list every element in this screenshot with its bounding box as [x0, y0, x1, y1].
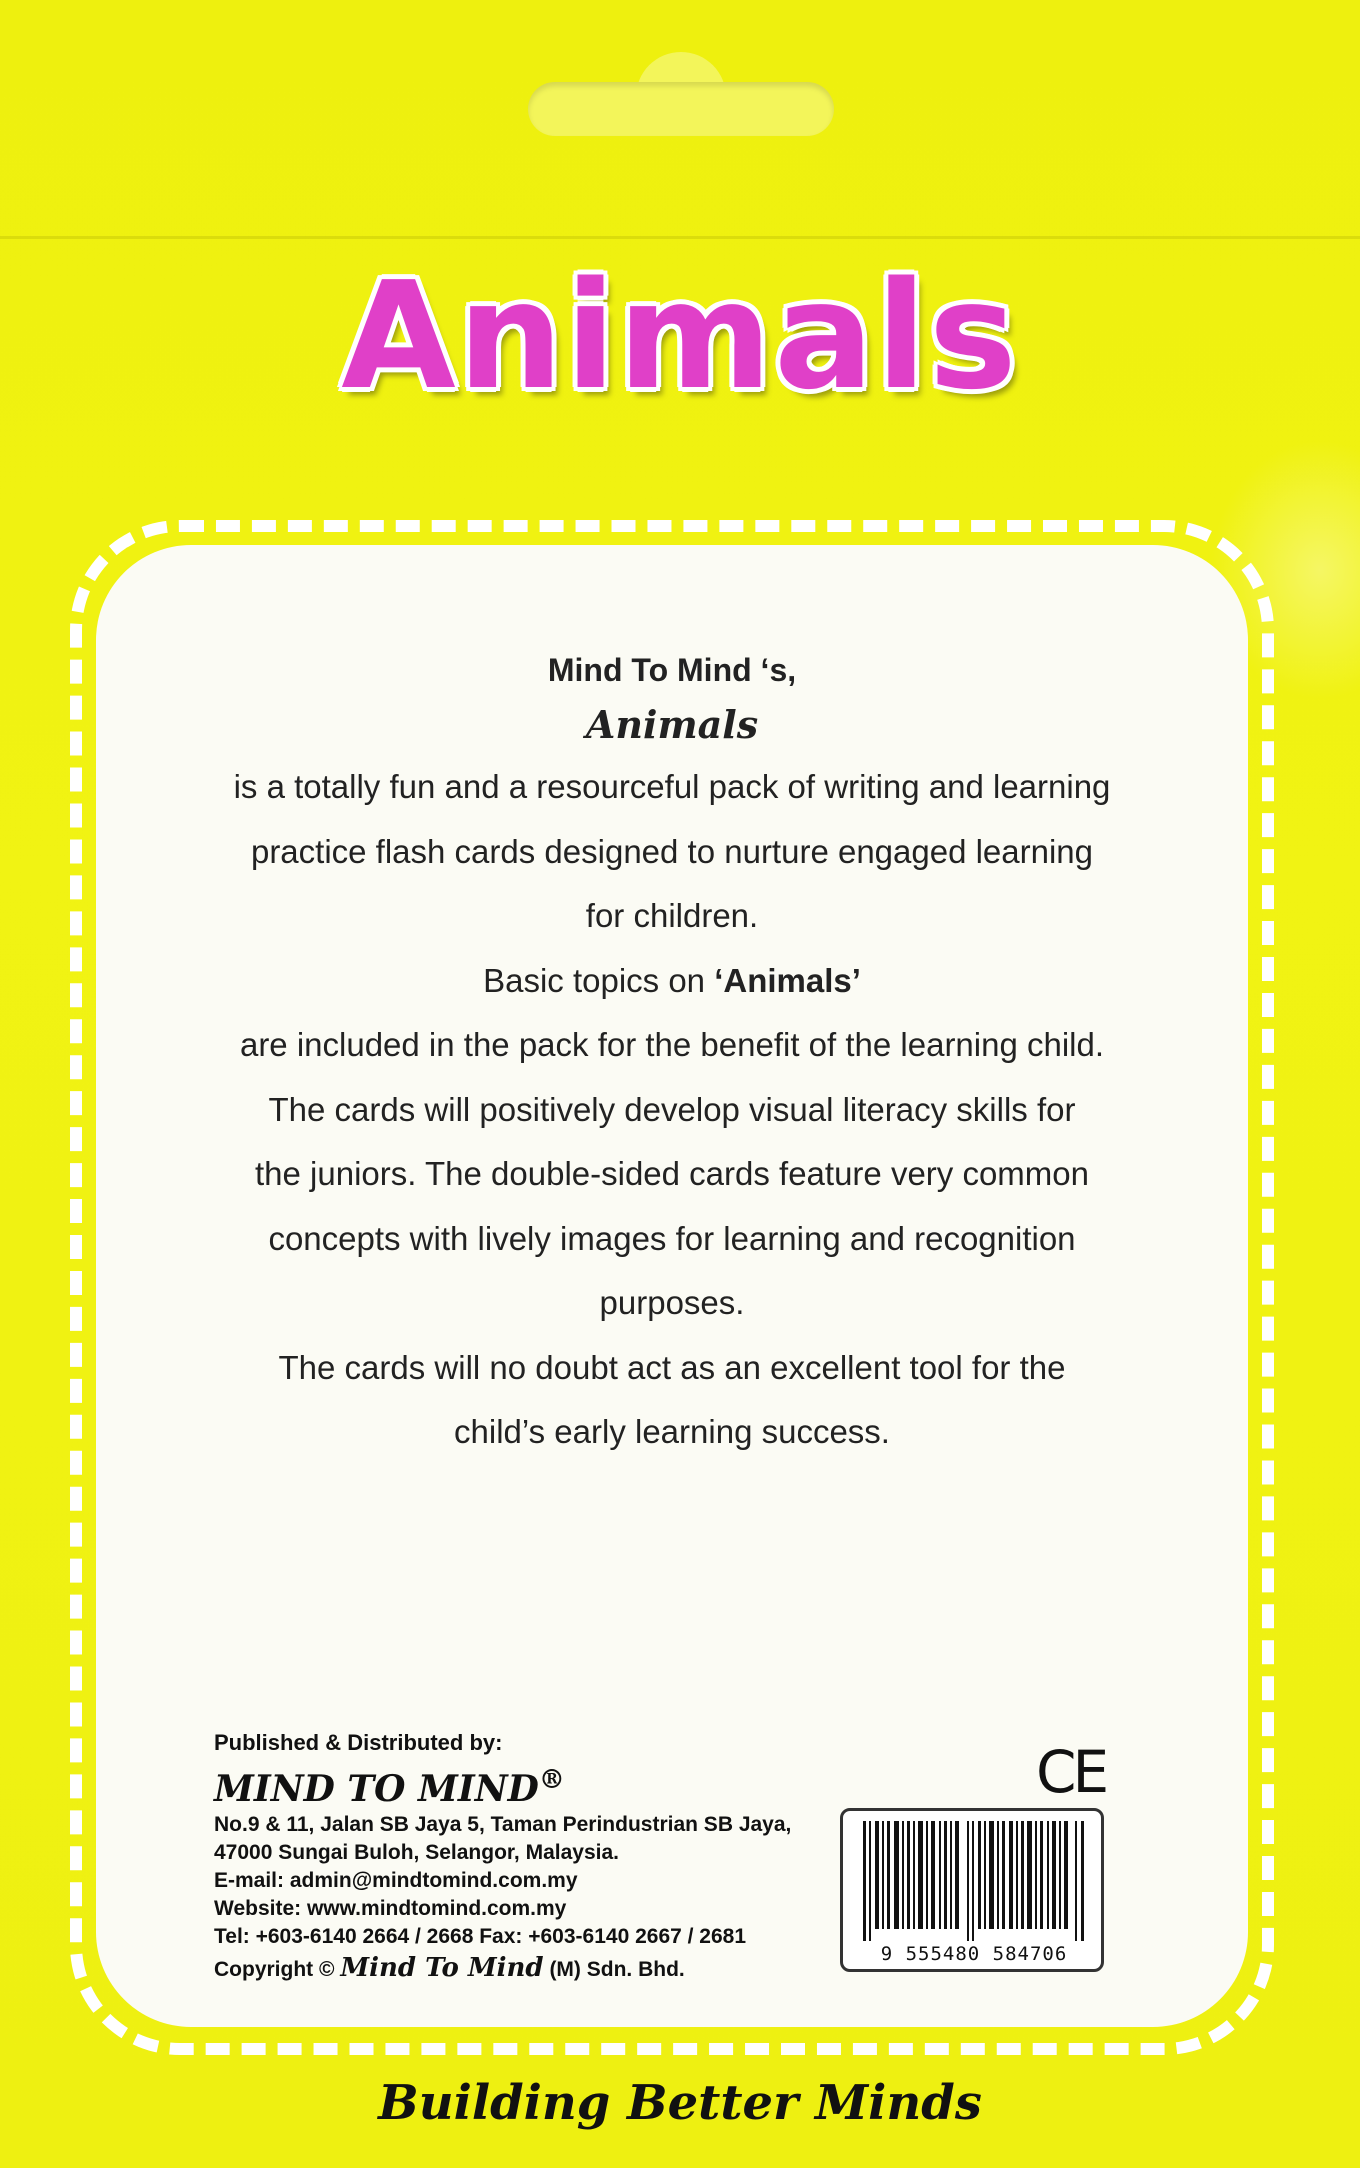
description-block	[96, 645, 1248, 1465]
barcode-number: 9 555480 584706	[880, 1943, 1068, 1965]
intro-text: Mind To Mind ‘s,	[547, 652, 797, 688]
publisher-label: Published & Distributed by:	[214, 1730, 503, 1755]
publisher-info	[214, 1728, 791, 1987]
description-line: concepts with lively images for learning and recognition	[268, 1219, 1076, 1257]
description-line: child’s early learning success.	[454, 1413, 890, 1450]
product-name: Animals	[585, 702, 759, 747]
description-line: practice flash cards designed to nurture engaged learning	[250, 832, 1094, 870]
topic-prefix: Basic topics on	[483, 961, 715, 999]
registered-mark: ®	[538, 1765, 565, 1795]
copyright-suffix: (M) Sdn. Bhd.	[543, 1958, 685, 1981]
barcode	[840, 1808, 1104, 1972]
description-line: the juniors. The double-sided cards feature very common	[255, 1155, 1089, 1192]
description-line: is a totally fun and a resourceful pack of writing and learning	[233, 768, 1111, 805]
address-line-1: No.9 & 11, Jalan SB Jaya 5, Taman Perindustrian SB Jaya,	[214, 1813, 792, 1836]
email-line: E-mail: admin@mindtomind.com.my	[214, 1869, 578, 1892]
address-line-2: 47000 Sungai Buloh, Selangor, Malaysia.	[214, 1841, 619, 1864]
barcode-bars-icon	[863, 1821, 1087, 1941]
copyright-brand: Mind To Mind	[340, 1953, 544, 1983]
description-line: The cards will positively develop visual literacy skills for	[268, 1090, 1076, 1128]
ce-mark: CE	[1036, 1738, 1106, 1806]
copyright-prefix: Copyright ©	[214, 1958, 341, 1981]
description-line: for children.	[585, 897, 759, 934]
topic-line	[96, 949, 1248, 1014]
topic-name: ‘Animals’	[714, 961, 861, 999]
copyright-line	[214, 1951, 791, 1987]
publisher-brand	[214, 1758, 791, 1811]
package-title: Animals	[341, 250, 1019, 422]
description-line: purposes.	[599, 1284, 745, 1321]
publisher-brand-name: MIND TO MIND	[214, 1768, 539, 1810]
flap-fold-line	[0, 236, 1360, 239]
hang-hole	[528, 82, 834, 136]
description-line: are included in the pack for the benefit of the learning child.	[239, 1026, 1105, 1063]
description-line: The cards will no doubt act as an excellent tool for the	[278, 1348, 1066, 1386]
website-line: Website: www.mindtomind.com.my	[214, 1897, 567, 1920]
tagline: Building Better Minds	[378, 2075, 982, 2131]
phone-line: Tel: +603-6140 2664 / 2668 Fax: +603-6140 2667 / 2681	[214, 1925, 747, 1948]
